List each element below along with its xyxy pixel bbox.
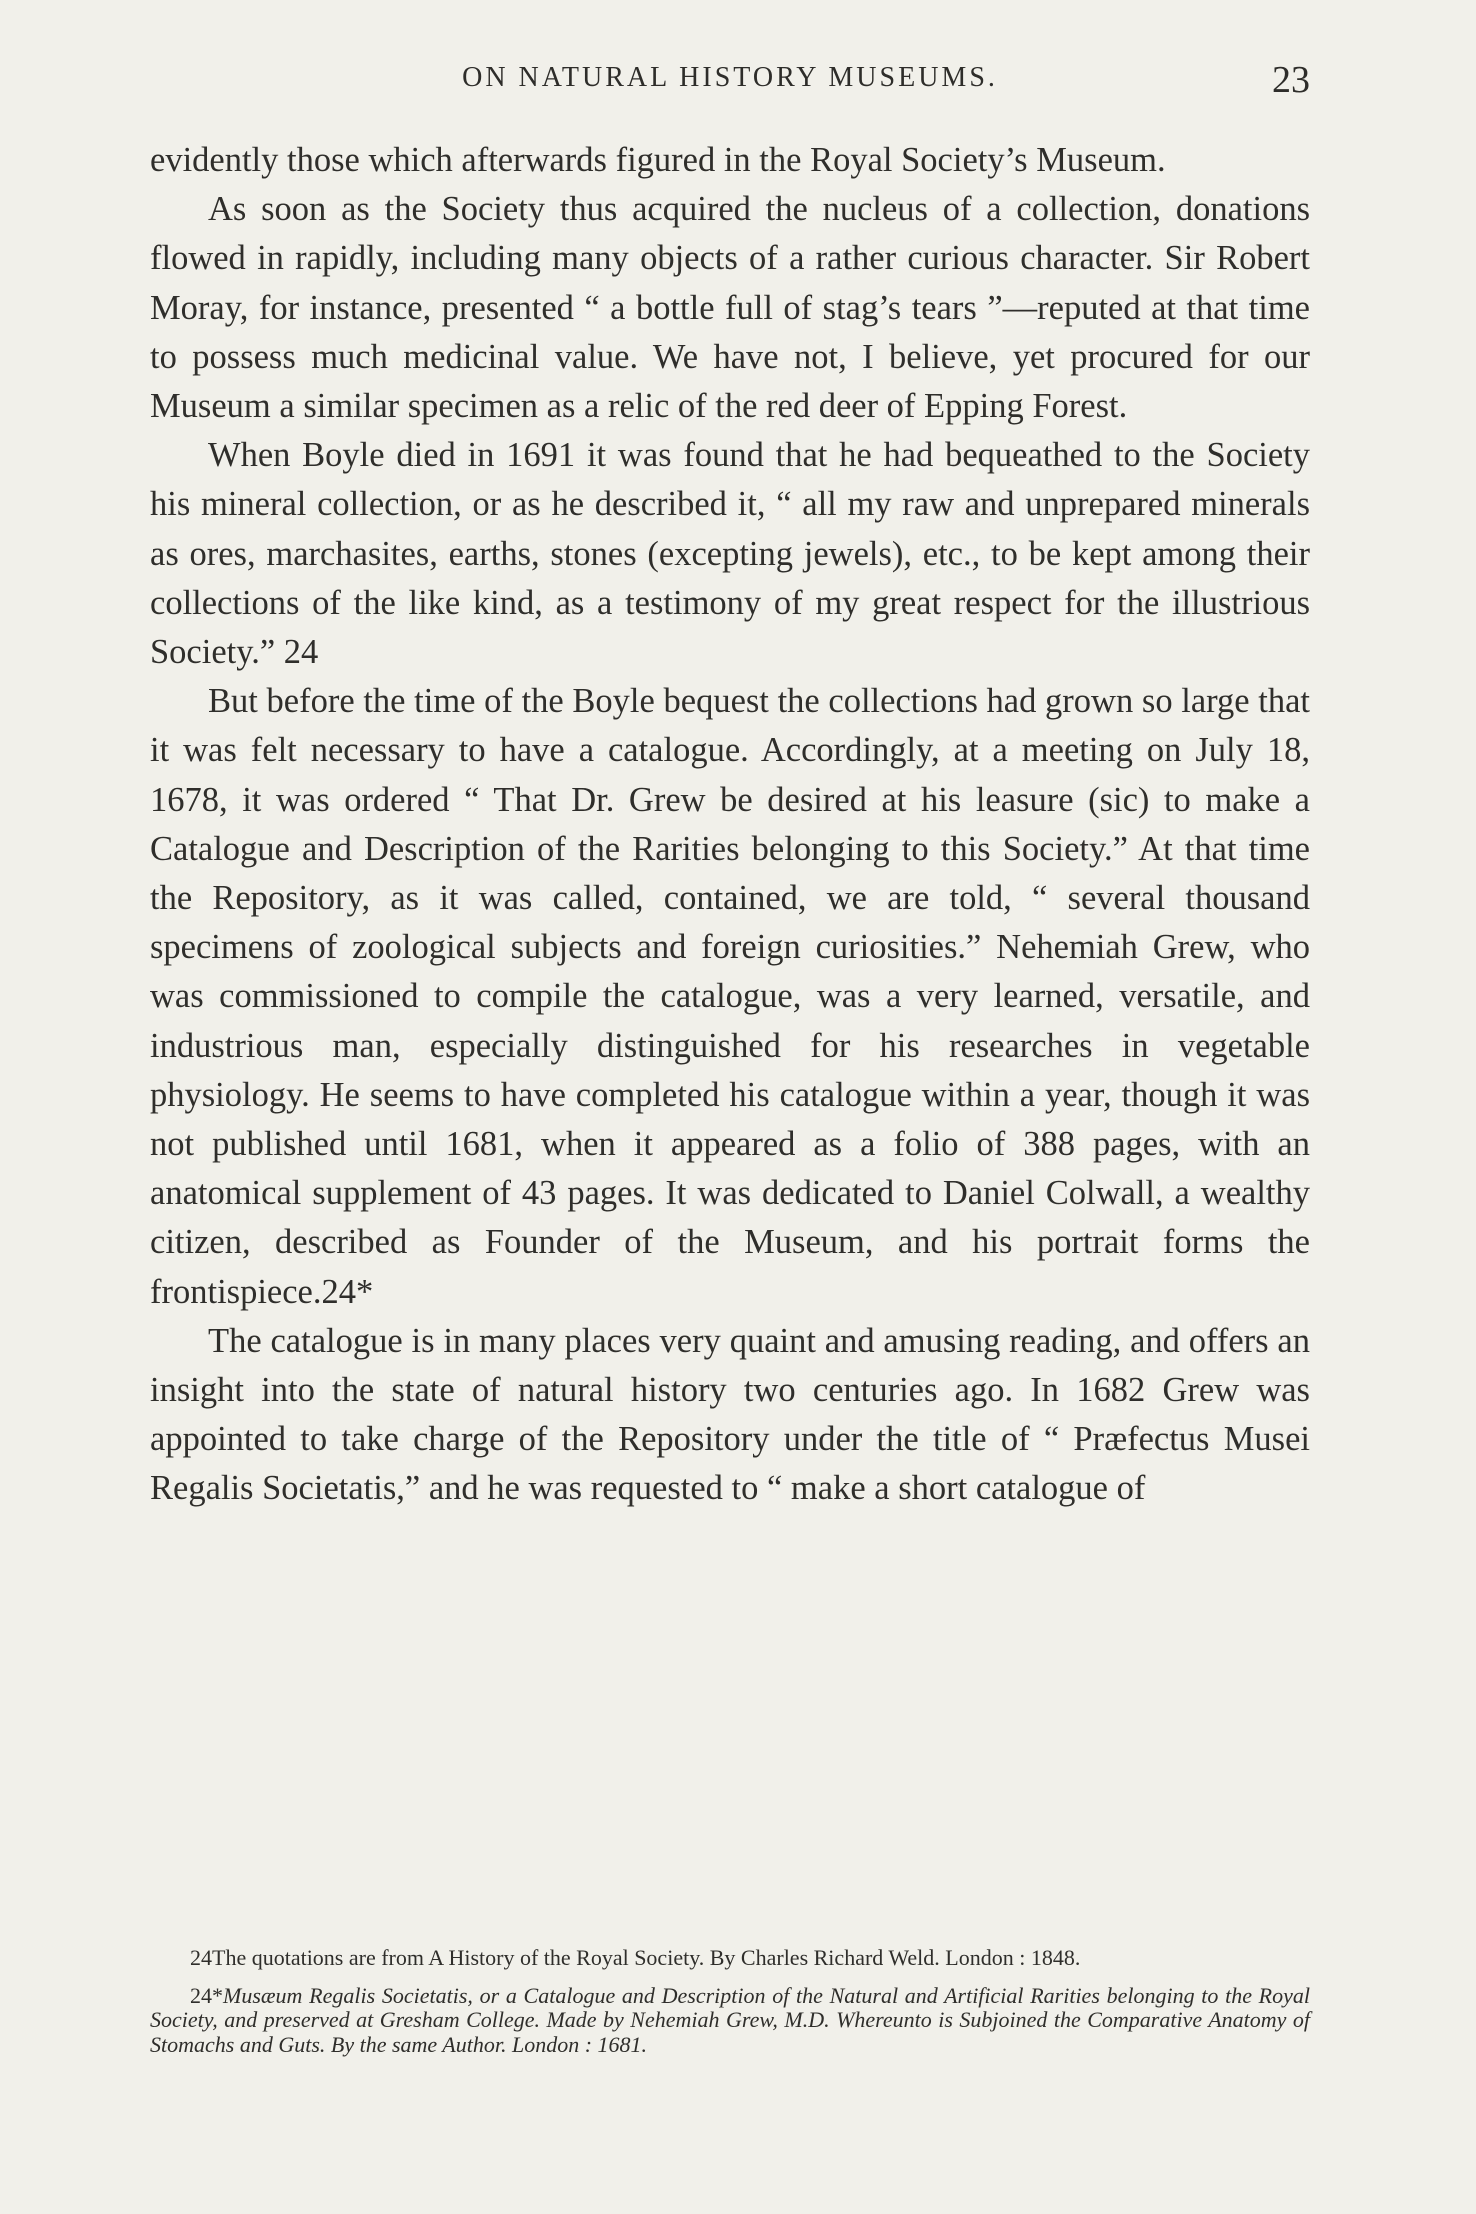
page-number: 23 bbox=[1272, 59, 1310, 101]
footnote-mark: 24 bbox=[190, 1945, 212, 1970]
footnote bbox=[150, 1946, 1310, 1971]
footnote-text: Musæum Regalis Societatis, or a Catalogue and Description of the Natural and Artificial Rarities belonging to the Royal Society, and preserved at Gresham College. Made by Nehemiah Grew, M.D. Whereunto is Subjoined the Comparative Anatomy of Stomachs and Guts. By the same Author. London : 1681. bbox=[150, 1982, 1310, 2057]
paragraph: As soon as the Society thus acquired the nucleus of a collection, donations flowed in rapidly, including many objects of a rather curious character. Sir Robert Moray, for instance, presented “ a bottle full of stag’s tears ”—reputed at that time to possess much medicinal value. We have not, I believe, yet procured for our Museum a similar specimen as a relic of the red deer of Epping Forest. bbox=[150, 190, 1310, 426]
footnote bbox=[150, 1984, 1310, 2058]
paragraph: evidently those which afterwards figured in the Royal Society’s Museum. bbox=[150, 141, 1166, 179]
paragraph: The catalogue is in many places very quaint and amusing reading, and offers an insight into the state of natural history two centuries ago. In 1682 Grew was appointed to take charge of the Repository under the title of “ Præfectus Musei Regalis Societatis,” and he was requested to “ make a short catalogue of bbox=[150, 1321, 1310, 1508]
footnote-mark: 24* bbox=[190, 1982, 223, 2008]
paragraph: When Boyle died in 1691 it was found that he had bequeathed to the Society his mineral collection, or as he described it, “ all my raw and unprepared minerals as ores, marchasites, earths, stones (excepting jewels), etc., to be kept among their collections of the like kind, as a testimony of my great respect for the illustrious Society.” 24 bbox=[150, 436, 1310, 672]
running-header bbox=[150, 59, 1310, 102]
running-title: ON NATURAL HISTORY MUSEUMS. bbox=[462, 62, 998, 93]
body-text bbox=[150, 136, 1310, 1514]
footnotes bbox=[150, 1946, 1310, 2070]
footnote-text: The quotations are from A History of the Royal Society. By Charles Richard Weld. London : 1848. bbox=[212, 1945, 1081, 1970]
paragraph: But before the time of the Boyle bequest the collections had grown so large that it was felt necessary to have a catalogue. Accordingly, at a meeting on July 18, 1678, it was ordered “ That Dr. Grew be desired at his leasure (sic) to make a Catalogue and Description of the Rarities belonging to this Society.” At that time the Repository, as it was called, contained, we are told, “ several thousand specimens of zoological subjects and foreign curiosities.” Nehemiah Grew, who was commissioned to compile the catalogue, was a very learned, versatile, and industrious man, especially distinguished for his researches in vegetable physiology. He seems to have completed his catalogue within a year, though it was not published until 1681, when it appeared as a folio of 388 pages, with an anatomical supplement of 43 pages. It was dedicated to Daniel Colwall, a wealthy citizen, described as Founder of the Museum, and his portrait forms the frontispiece.24* bbox=[150, 682, 1310, 1311]
